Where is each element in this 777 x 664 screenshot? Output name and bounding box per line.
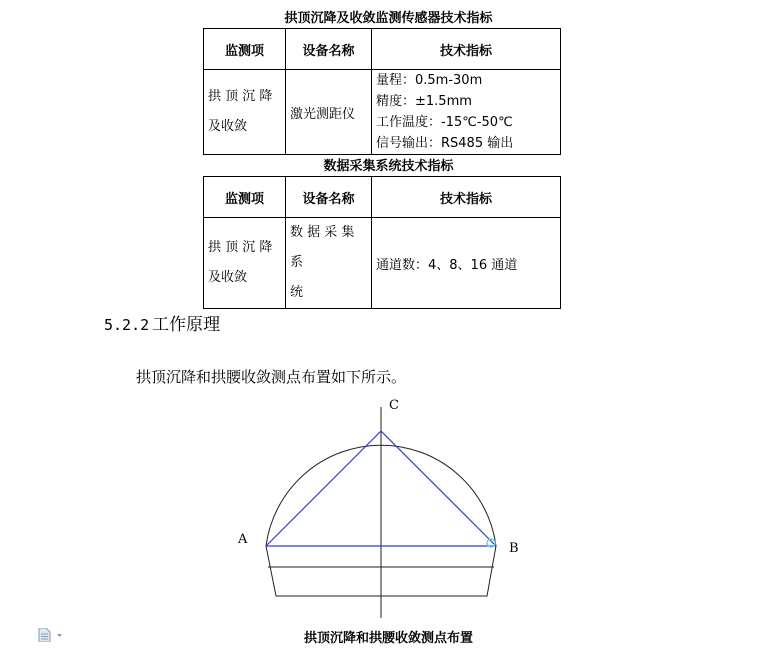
section-number: 5.2.2 [104,316,150,334]
item-line: 拱 顶 沉 降 [208,89,273,104]
spec-line: 精度：±1.5mm [376,94,472,109]
device-line: 统 [290,285,304,300]
device-cell: 激光测距仪 [286,70,372,155]
header-monitoring-item: 监测项 [204,177,286,218]
point-c-label: C [389,398,399,413]
document-icon[interactable] [38,627,66,646]
table1-title: 拱顶沉降及收敛监测传感器技术指标 [284,11,493,26]
line-cb [381,431,496,546]
section-title: 工作原理 [152,315,221,335]
point-a-label: A [238,532,248,547]
header-device-name: 设备名称 [286,177,372,218]
point-b-label: B [509,541,519,556]
header-device-name: 设备名称 [286,29,372,70]
header-monitoring-item: 监测项 [204,29,286,70]
spec-line: 量程：0.5m-30m [376,73,483,88]
item-line: 及收敛 [208,270,248,285]
spec-cell: 通道数：4、8、16 通道 [372,218,561,309]
header-tech-spec: 技术指标 [372,177,561,218]
item-line: 及收敛 [208,119,248,134]
spec-line: 工作温度：-15℃-50℃ [376,115,513,130]
header-tech-spec: 技术指标 [372,29,561,70]
line-ac [266,431,381,546]
spec-line: 信号输出：RS485 输出 [376,136,514,151]
figure-caption: 拱顶沉降和拱腰收敛测点布置 [303,631,473,646]
item-line: 拱 顶 沉 降 [208,240,273,255]
body-paragraph: 拱顶沉降和拱腰收敛测点布置如下所示。 [136,368,407,386]
device-line: 数 据 采 集 系 [290,225,355,270]
table2-title: 数据采集系统技术指标 [323,159,454,174]
